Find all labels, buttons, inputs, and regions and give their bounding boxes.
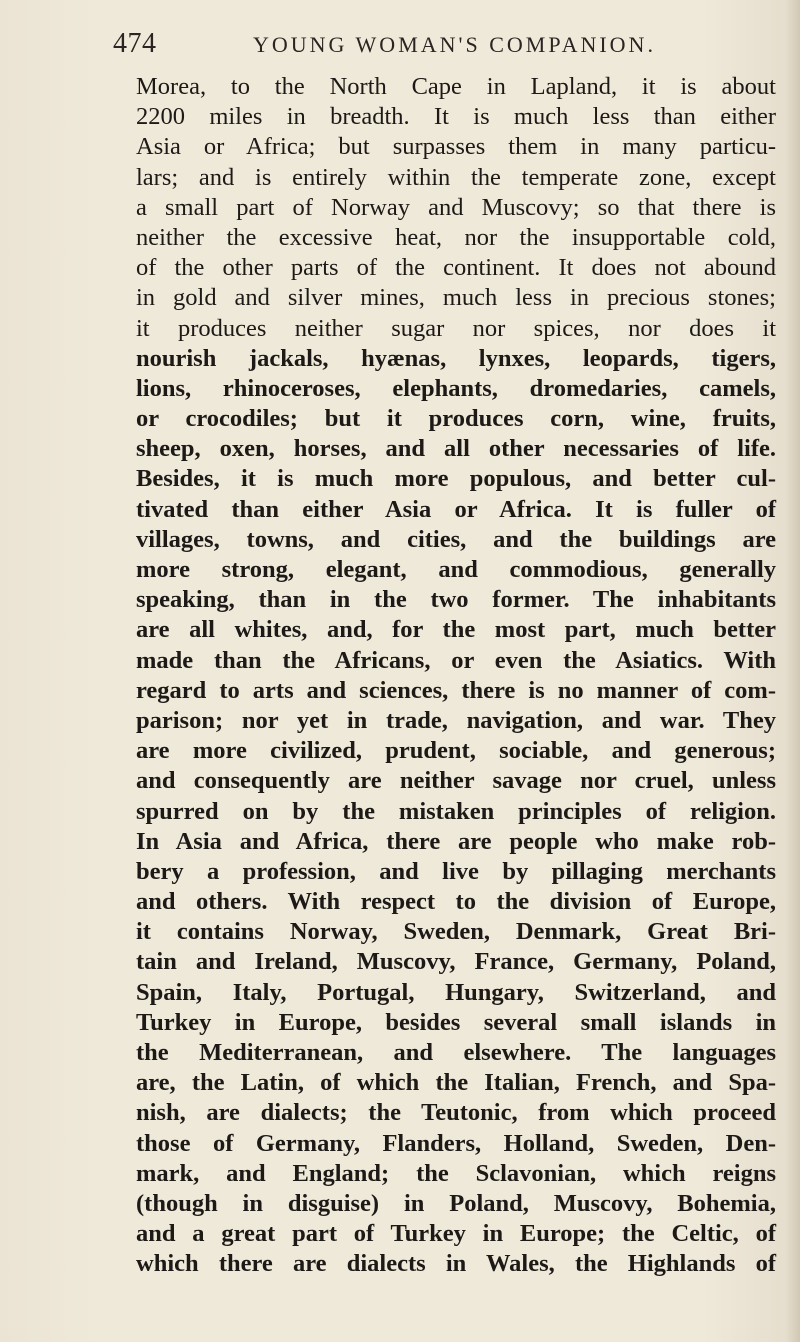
text-line: of the other parts of the continent. It does not abound	[136, 254, 776, 282]
text-line: the Mediterranean, and elsewhere. The languages	[136, 1039, 776, 1066]
text-line: mark, and England; the Sclavonian, which reigns	[136, 1159, 776, 1187]
text-line: 2200 miles in breadth. It is much less than either	[136, 103, 776, 131]
text-line: which there are dialects in Wales, the Highlands of	[136, 1250, 776, 1278]
running-title: YOUNG WOMAN'S COMPANION.	[253, 32, 656, 57]
text-line: a small part of Norway and Muscovy; so that there is	[136, 193, 776, 221]
text-line: tivated than either Asia or Africa. It is fuller of	[136, 495, 776, 523]
text-line: regard to arts and sciences, there is no manner of com-	[136, 676, 776, 704]
text-line: speaking, than in the two former. The inhabitants	[136, 586, 776, 614]
text-line: nourish jackals, hyænas, lynxes, leopards, tigers,	[136, 344, 776, 372]
text-line: it produces neither sugar nor spices, nor does it	[136, 314, 776, 342]
text-line: and consequently are neither savage nor cruel, unless	[136, 767, 776, 795]
text-line: or crocodiles; but it produces corn, wine, fruits,	[136, 405, 776, 433]
text-line: and others. With respect to the division of Europe,	[136, 888, 776, 916]
text-line: those of Germany, Flanders, Holland, Sweden, Den-	[136, 1129, 776, 1157]
text-line: lions, rhinoceroses, elephants, dromedaries, camels,	[136, 374, 776, 402]
text-line: Morea, to the North Cape in Lapland, it is about	[136, 73, 776, 100]
text-line: more strong, elegant, and commodious, generally	[136, 556, 776, 583]
text-line: tain and Ireland, Muscovy, France, Germany, Poland,	[136, 948, 776, 976]
text-line: neither the excessive heat, nor the insupportable cold,	[136, 223, 776, 251]
text-line: and a great part of Turkey in Europe; the Celtic, of	[136, 1220, 776, 1248]
text-line: in gold and silver mines, much less in precious stones;	[136, 284, 776, 312]
text-line: bery a profession, and live by pillaging merchants	[136, 857, 776, 885]
text-line: are, the Latin, of which the Italian, French, and Spa-	[136, 1069, 776, 1097]
text-line: spurred on by the mistaken principles of religion.	[136, 797, 776, 825]
text-line: sheep, oxen, horses, and all other necessaries of life.	[136, 435, 776, 463]
text-line: Besides, it is much more populous, and better cul-	[136, 465, 776, 493]
text-line: lars; and is entirely within the temperate zone, except	[136, 163, 776, 191]
text-line: it contains Norway, Sweden, Denmark, Great Bri-	[136, 918, 776, 946]
text-line: (though in disguise) in Poland, Muscovy, Bohemia,	[136, 1189, 776, 1217]
page-header	[113, 28, 763, 68]
text-line: Turkey in Europe, besides several small islands in	[136, 1008, 776, 1036]
page-number: 474	[113, 28, 157, 59]
text-line: are more civilized, prudent, sociable, and generous;	[136, 737, 776, 765]
text-line: made than the Africans, or even the Asiatics. With	[136, 646, 776, 674]
text-line: nish, are dialects; the Teutonic, from which proceed	[136, 1099, 776, 1127]
text-line: villages, towns, and cities, and the buildings are	[136, 525, 776, 553]
text-line: parison; nor yet in trade, navigation, and war. They	[136, 706, 776, 734]
body-text	[136, 72, 776, 1280]
page-edge-shadow	[786, 0, 800, 1342]
text-line: Spain, Italy, Portugal, Hungary, Switzerland, and	[136, 978, 776, 1006]
text-line: Asia or Africa; but surpasses them in many particu-	[136, 133, 776, 161]
text-line: In Asia and Africa, there are people who make rob-	[136, 827, 776, 855]
text-line: are all whites, and, for the most part, much better	[136, 616, 776, 644]
